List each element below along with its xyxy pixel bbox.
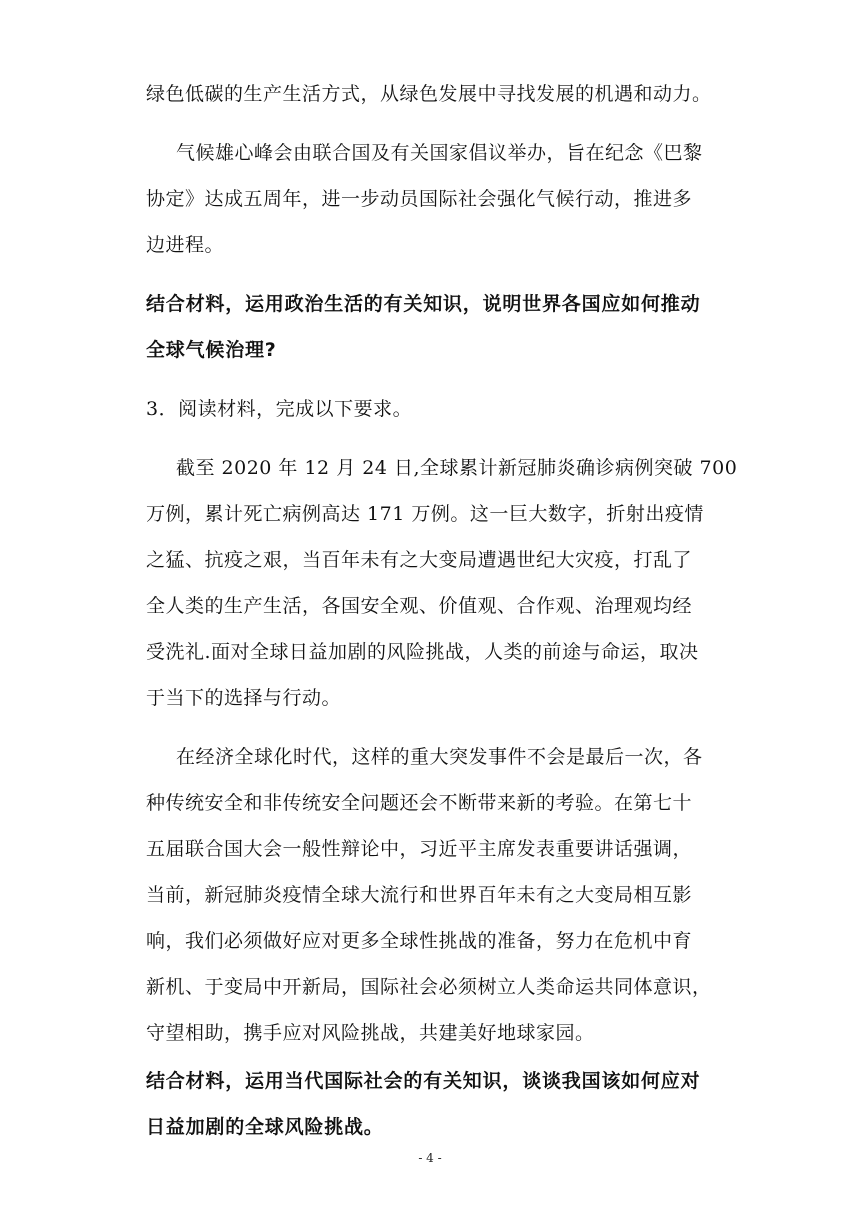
paragraph-line: 协定》达成五周年，进一步动员国际社会强化气候行动，推进多 bbox=[146, 188, 693, 210]
paragraph-line: 守望相助，携手应对风险挑战，共建美好地球家园。 bbox=[146, 1022, 595, 1044]
paragraph-line: 绿色低碳的生产生活方式，从绿色发展中寻找发展的机遇和动力。 bbox=[146, 83, 712, 105]
paragraph-line: 截至 2020 年 12 月 24 日,全球累计新冠肺炎确诊病例突破 700 bbox=[176, 457, 738, 479]
paragraph-line: 万例，累计死亡病例高达 171 万例。这一巨大数字，折射出疫情 bbox=[146, 503, 704, 525]
question-line: 结合材料，运用政治生活的有关知识，说明世界各国应如何推动 bbox=[146, 293, 701, 315]
paragraph-line: 在经济全球化时代，这样的重大突发事件不会是最后一次，各 bbox=[176, 746, 703, 768]
paragraph-line: 当前，新冠肺炎疫情全球大流行和世界百年未有之大变局相互影 bbox=[146, 884, 693, 906]
item-heading: 3．阅读材料，完成以下要求。 bbox=[146, 398, 413, 420]
paragraph-line: 于当下的选择与行动。 bbox=[146, 687, 342, 709]
paragraph-line: 种传统安全和非传统安全问题还会不断带来新的考验。在第七十 bbox=[146, 792, 693, 814]
paragraph-line: 气候雄心峰会由联合国及有关国家倡议举办，旨在纪念《巴黎 bbox=[176, 142, 703, 164]
paragraph-line: 响，我们必须做好应对更多全球性挑战的准备，努力在危机中育 bbox=[146, 930, 693, 952]
question-line: 全球气候治理? bbox=[146, 339, 277, 361]
paragraph-line: 边进程。 bbox=[146, 234, 225, 256]
page-number: - 4 - bbox=[418, 1151, 442, 1165]
paragraph-line: 新机、于变局中开新局，国际社会必须树立人类命运共同体意识， bbox=[146, 976, 712, 998]
question-line: 结合材料，运用当代国际社会的有关知识，谈谈我国该如何应对 bbox=[146, 1070, 701, 1092]
paragraph-line: 五届联合国大会一般性辩论中，习近平主席发表重要讲话强调， bbox=[146, 838, 693, 860]
paragraph-line: 受洗礼.面对全球日益加剧的风险挑战，人类的前途与命运，取决 bbox=[146, 641, 699, 663]
question-line: 日益加剧的全球风险挑战。 bbox=[146, 1116, 384, 1138]
paragraph-line: 全人类的生产生活，各国安全观、价值观、合作观、治理观均经 bbox=[146, 595, 693, 617]
paragraph-line: 之猛、抗疫之艰，当百年未有之大变局遭遇世纪大灾疫，打乱了 bbox=[146, 549, 693, 571]
